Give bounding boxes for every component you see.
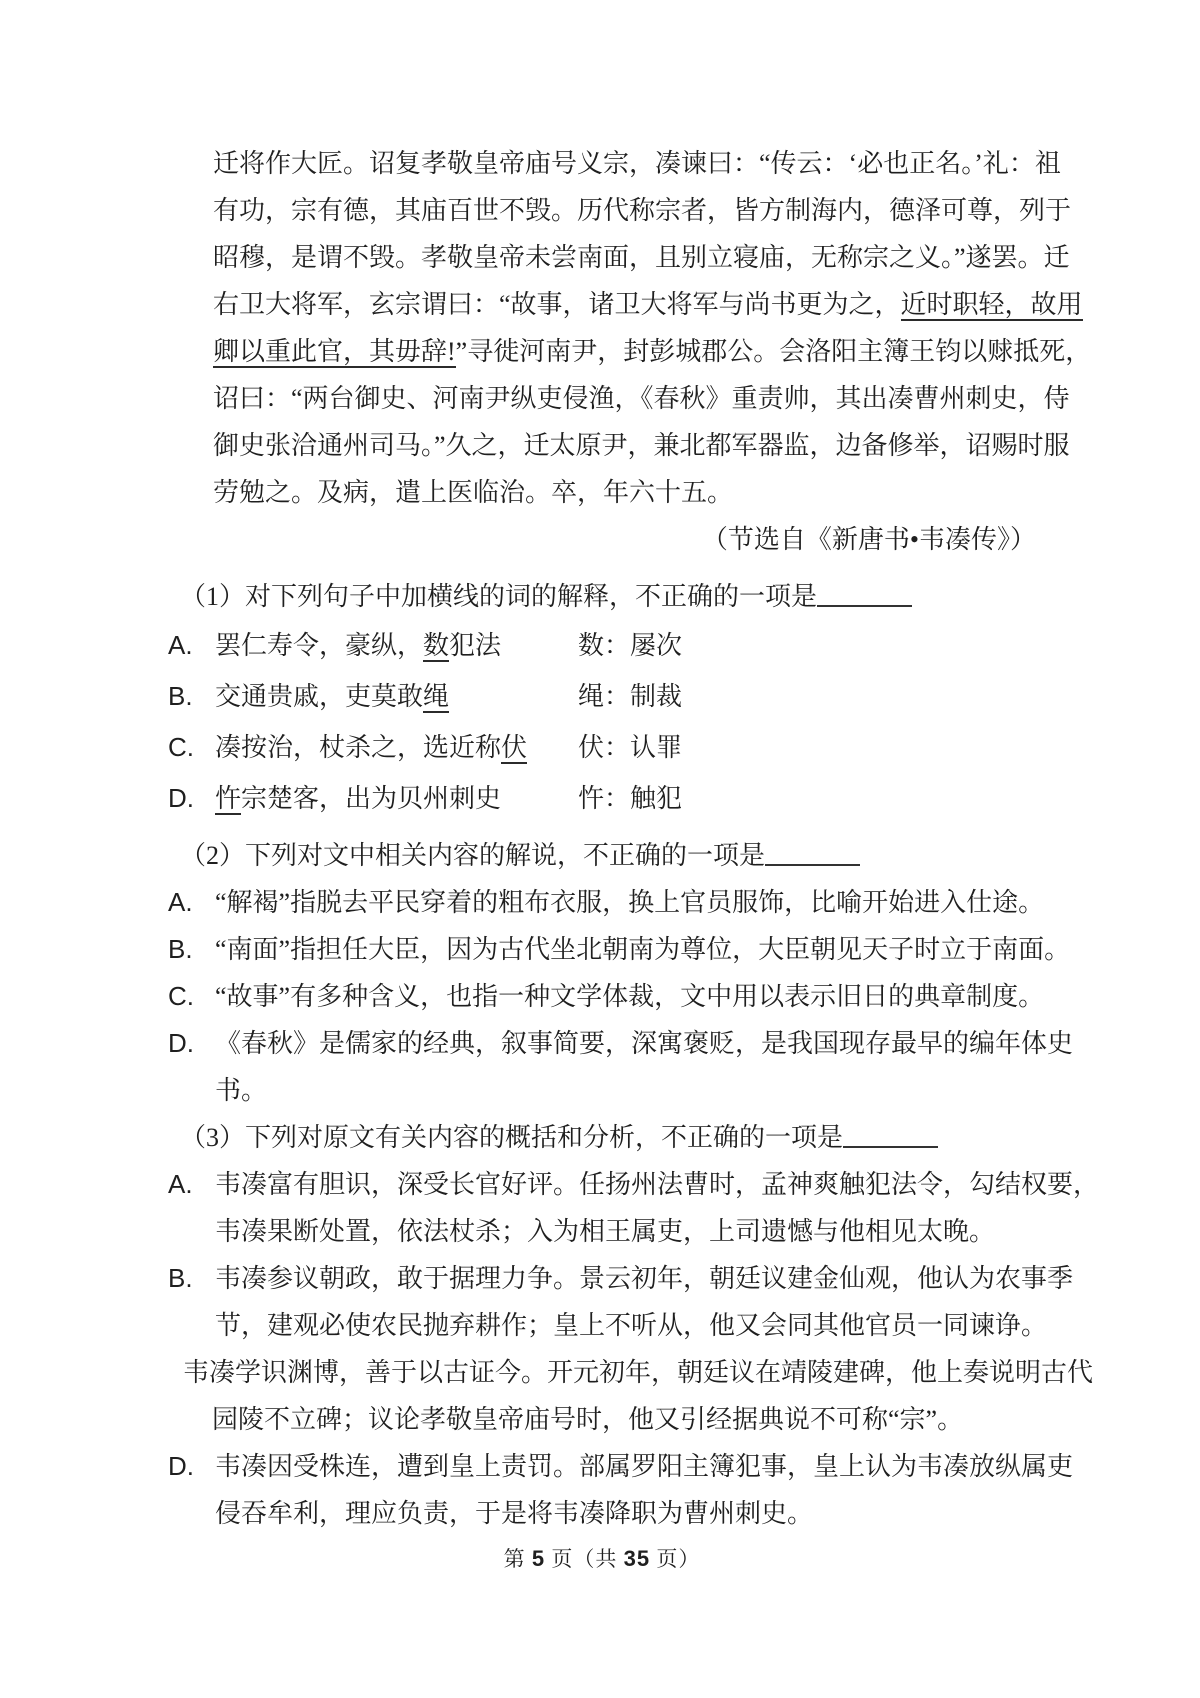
option-text: 韦凑果断处置，依法杖杀；入为相王属吏，上司遗憾与他相见太晚。 [215,1217,996,1246]
underlined-phrase: 卿以重此官，其毋辞! [213,337,456,366]
option-sentence: 罢仁寿令，豪纵， [215,631,424,660]
page-content [168,140,1100,1571]
passage-text: 昭穆，是谓不毁。孝敬皇帝未尝南面，且别立寝庙，无称宗之义。”遂罢。迁 [213,243,1070,272]
option-text: “解褐”指脱去平民穿着的粗布衣服，换上官员服饰，比喻开始进入仕途。 [215,888,1045,917]
question-1-option-c [168,722,1036,773]
passage-text: 迁将作大匠。诏复孝敬皇帝庙号义宗，凑谏曰：“传云：‘必也正名。’礼：祖 [213,149,1061,178]
option-label: B. [168,934,193,964]
question-2-header [180,832,1036,879]
question-2-option-d-continuation [168,1067,1036,1114]
passage-line [213,187,1072,234]
option-label: D. [168,783,194,813]
passage-line [213,328,1092,375]
answer-blank [765,861,860,866]
passage-text: ”寻徙河南尹，封彭城郡公。会洛阳主簿王钧以赇抵死， [455,337,1092,366]
passage-line [213,140,1061,187]
question-3-text: （3）下列对原文有关内容的概括和分析，不正确的一项是 [180,1123,844,1152]
question-1-option-a [168,620,1036,671]
answer-blank [817,602,912,607]
question-3-option-b-line2 [168,1302,1048,1349]
question-2-option-c [168,973,1045,1020]
total-pages: 35 [623,1546,651,1571]
underlined-phrase: 近时职轻，故用 [900,290,1083,319]
option-sentence: 凑按治，杖杀之，选近称 [215,733,502,762]
question-2-text: （2）下列对文中相关内容的解说，不正确的一项是 [180,841,766,870]
footer-text: 页（共 [545,1547,624,1571]
underlined-word: 忤 [215,784,242,813]
footer-text: 页） [650,1547,701,1571]
passage-line [213,281,1083,328]
page-footer [168,1547,1036,1571]
answer-blank [843,1143,938,1148]
option-text: 韦凑学识渊博，善于以古证今。开元初年，朝廷议在靖陵建碑，他上奏说明古代 [183,1358,1094,1387]
question-2-option-a [168,879,1045,926]
option-explanation: 数：屡次 [578,631,683,660]
option-explanation: 绳：制裁 [578,682,683,711]
page-number: 5 [531,1546,546,1571]
option-text: 侵吞牟利，理应负责，于是将韦凑降职为曹州刺史。 [215,1499,814,1528]
option-text: 书。 [215,1076,268,1105]
question-1-header [180,573,1036,620]
option-text: “故事”有多种含义，也指一种文学体裁，文中用以表示旧日的典章制度。 [215,982,1045,1011]
option-label: B. [168,681,193,711]
option-text: 韦凑富有胆识，深受长官好评。任扬州法曹时，孟神爽触犯法令，勾结权要， [215,1170,1100,1199]
footer-text: 第 [503,1547,532,1571]
passage-paragraph [168,140,1092,516]
passage-line [213,469,1036,516]
source-attribution: （节选自《新唐书•韦凑传》） [701,525,1036,554]
option-text: “南面”指担任大臣，因为古代坐北朝南为尊位，大臣朝见天子时立于南面。 [215,935,1071,964]
passage-line [213,234,1070,281]
passage-line [213,422,1070,469]
passage-text: 劳勉之。及病，遣上医临治。卒，年六十五。 [213,478,734,507]
option-label: D. [168,1451,194,1481]
question-1-option-b [168,671,1036,722]
option-text: 韦凑因受株连，遭到皇上责罚。部属罗阳主簿犯事，皇上认为韦凑放纵属吏 [215,1452,1074,1481]
option-label: A. [168,887,193,917]
question-3-option-b-line1 [168,1255,1074,1302]
passage-text: 右卫大将军，玄宗谓曰：“故事，诸卫大将军与尚书更为之， [213,290,901,319]
passage-text: 有功，宗有德，其庙百世不毁。历代称宗者，皆方制海内，德泽可尊，列于 [213,196,1072,225]
passage-line [213,375,1070,422]
question-3-option-c-line2 [168,1396,1036,1443]
option-sentence: 宗楚客，出为贝州刺史 [241,784,502,813]
option-explanation: 伏：认罪 [578,733,683,762]
option-label: C. [168,732,194,762]
option-label: D. [168,1028,194,1058]
question-1-text: （1）对下列句子中加横线的词的解释，不正确的一项是 [180,582,818,611]
question-3-option-c-line1 [183,1349,1094,1396]
question-3-option-a-line1 [168,1161,1100,1208]
option-text: 园陵不立碑；议论孝敬皇帝庙号时，他又引经据典说不可称“宗”。 [212,1405,964,1434]
option-label: B. [168,1263,193,1293]
question-1-option-d [168,773,1036,824]
underlined-word: 数 [423,631,450,660]
question-3-option-d-line2 [168,1490,1036,1537]
question-3-header [180,1114,1036,1161]
question-2-option-d [168,1020,1074,1067]
underlined-word: 伏 [501,733,528,762]
underlined-word: 绳 [423,682,450,711]
option-sentence: 犯法 [449,631,502,660]
question-2-option-b [168,926,1071,973]
option-label: A. [168,1169,193,1199]
passage-text: 诏曰：“两台御史、河南尹纵吏侵渔，《春秋》重责帅，其出凑曹州刺史，侍 [213,384,1070,413]
option-text: 节，建观必使农民抛弃耕作；皇上不听从，他又会同其他官员一同谏诤。 [215,1311,1048,1340]
passage-text: 御史张洽通州司马。”久之，迁太原尹，兼北都军器监，边备修举，诏赐时服 [213,431,1070,460]
option-label: C. [168,981,194,1011]
question-3-option-a-line2 [168,1208,1036,1255]
option-text: 《春秋》是儒家的经典，叙事简要，深寓褒贬，是我国现存最早的编年体史 [215,1029,1074,1058]
option-explanation: 忤：触犯 [578,784,683,813]
option-label: A. [168,630,193,660]
question-3-option-d-line1 [168,1443,1074,1490]
option-sentence: 交通贵戚，吏莫敢 [215,682,424,711]
option-text: 韦凑参议朝政，敢于据理力争。景云初年，朝廷议建金仙观，他认为农事季 [215,1264,1074,1293]
